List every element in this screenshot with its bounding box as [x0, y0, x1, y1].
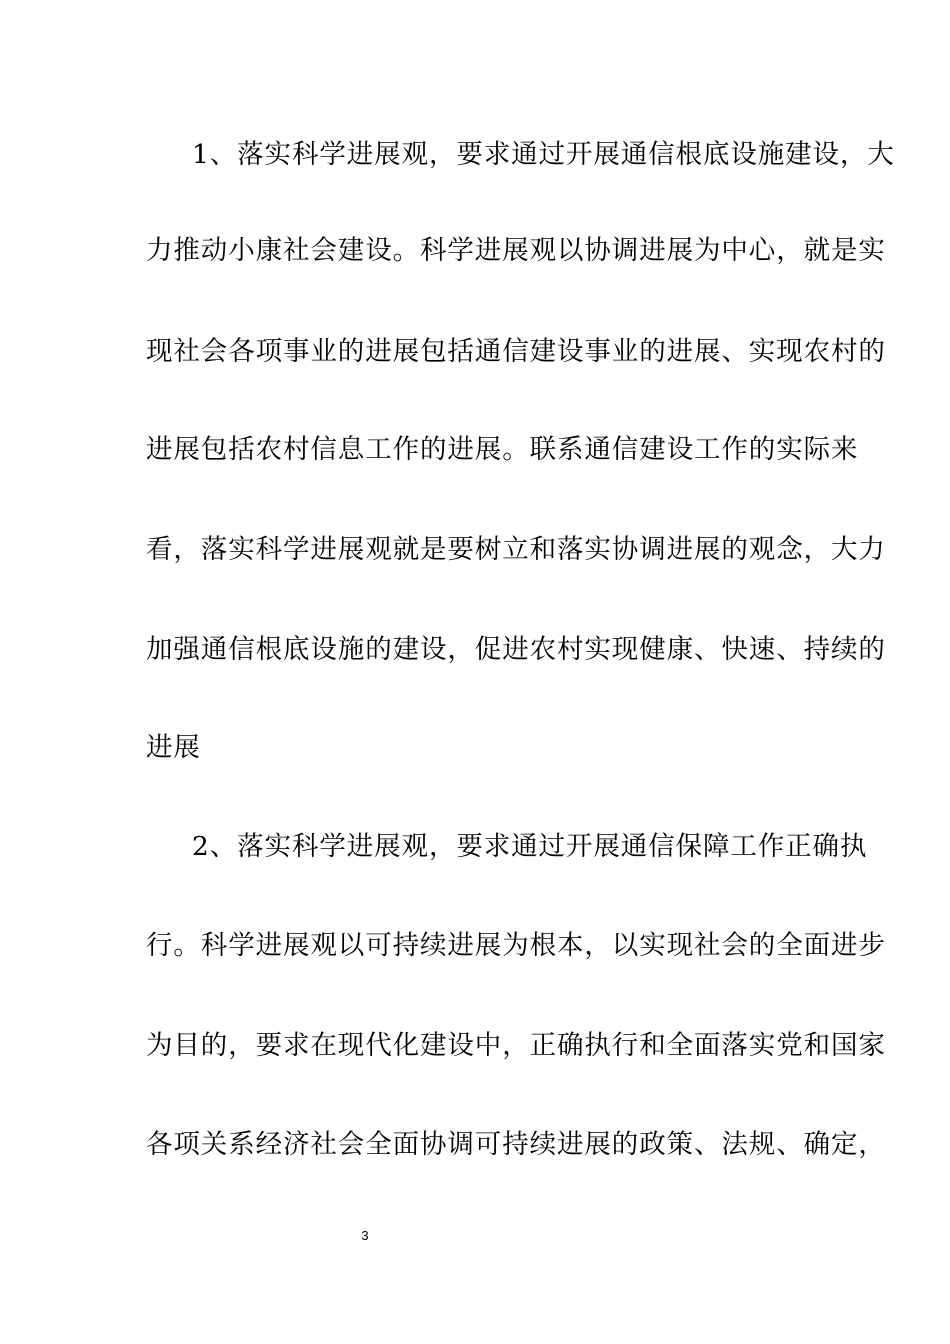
page-number: 3	[361, 1228, 369, 1243]
paragraph-2-line-3: 为目的，要求在现代化建设中，正确执行和全面落实党和国家	[146, 1030, 886, 1061]
paragraph-2-line-4: 各项关系经济社会全面协调可持续进展的政策、法规、确定，	[146, 1129, 886, 1160]
paragraph-1-line-5: 看，落实科学进展观就是要树立和落实协调进展的观念，大力	[146, 534, 886, 565]
paragraph-1-line-3: 现社会各项事业的进展包括通信建设事业的进展、实现农村的	[146, 336, 886, 367]
paragraph-1-line-4: 进展包括农村信息工作的进展。联系通信建设工作的实际来	[146, 434, 859, 465]
paragraph-1-line-6: 加强通信根底设施的建设，促进农村实现健康、快速、持续的	[146, 634, 886, 665]
paragraph-2-line-1: 2、落实科学进展观，要求通过开展通信保障工作正确执	[192, 831, 868, 862]
paragraph-1-line-7: 进展	[146, 732, 201, 763]
paragraph-2-line-2: 行。科学进展观以可持续进展为根本，以实现社会的全面进步	[146, 930, 886, 961]
paragraph-1-line-2: 力推动小康社会建设。科学进展观以协调进展为中心，就是实	[146, 235, 886, 266]
paragraph-1-line-1: 1、落实科学进展观，要求通过开展通信根底设施建设，大	[192, 139, 895, 170]
